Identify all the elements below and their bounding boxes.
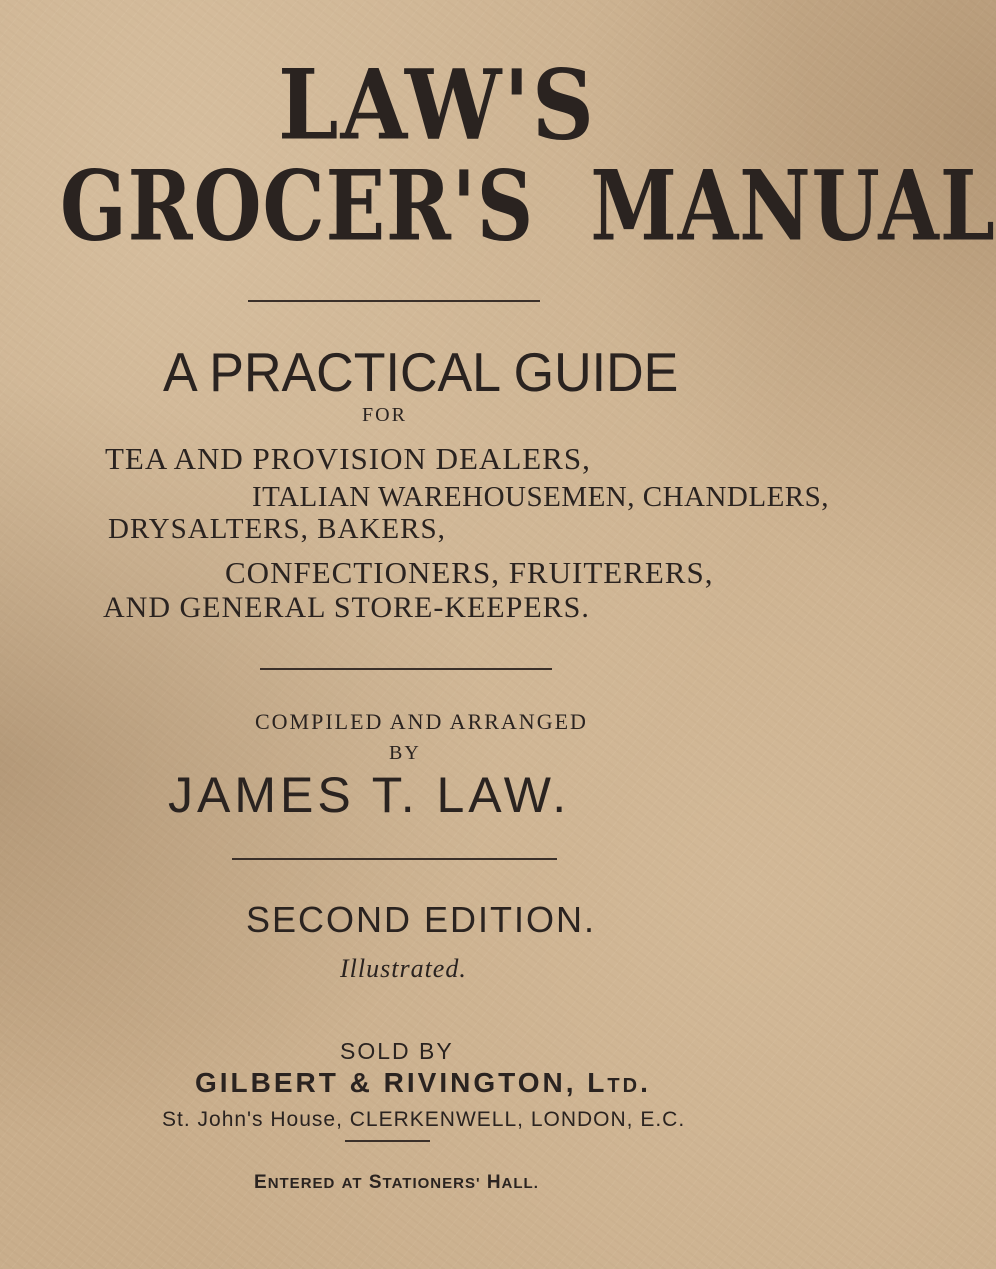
author-name: JAMES T. LAW. — [168, 767, 571, 823]
reg-all: ALL. — [501, 1175, 539, 1192]
for-label: FOR — [362, 404, 407, 426]
title-grocers-manual: GROCER'S MANUAL — [60, 148, 996, 263]
dealer-line-5: AND GENERAL STORE-KEEPERS. — [103, 591, 590, 624]
subtitle-divider — [260, 668, 552, 670]
practical-guide-heading: A PRACTICAL GUIDE — [163, 342, 679, 404]
publisher-name-td: TD — [607, 1075, 641, 1097]
reg-at-t: T — [352, 1175, 363, 1192]
title-laws: LAW'S — [278, 49, 596, 163]
author-divider — [232, 858, 557, 860]
reg-ntered: NTERED — [267, 1175, 336, 1192]
title-divider — [248, 300, 540, 302]
publisher-name-dot: . — [640, 1067, 651, 1098]
by-label: BY — [389, 742, 421, 764]
dealer-line-3: DRYSALTERS, BAKERS, — [108, 513, 446, 545]
publisher-divider — [345, 1140, 430, 1142]
dealer-line-1: TEA AND PROVISION DEALERS, — [105, 441, 591, 476]
reg-at-a: A — [341, 1175, 353, 1192]
edition-label: SECOND EDITION. — [246, 899, 597, 940]
publisher-name — [195, 1069, 651, 1097]
publisher-name-main: GILBERT & RIVINGTON, — [195, 1067, 577, 1098]
reg-e: E — [254, 1172, 268, 1193]
dealer-line-4: CONFECTIONERS, FRUITERERS, — [225, 555, 714, 590]
registration-notice — [254, 1173, 539, 1192]
sold-by-label: SOLD BY — [340, 1038, 454, 1064]
reg-tationers: TATIONERS' — [382, 1175, 481, 1192]
reg-s: S — [368, 1172, 383, 1193]
publisher-name-l: L — [587, 1067, 608, 1098]
dealer-line-2: ITALIAN WAREHOUSEMEN, CHANDLERS, — [252, 481, 830, 513]
reg-h: H — [486, 1172, 502, 1193]
compiled-label: COMPILED AND ARRANGED — [255, 709, 588, 734]
illustrated-label: Illustrated. — [340, 954, 467, 983]
publisher-address: St. John's House, CLERKENWELL, LONDON, E.C. — [162, 1108, 686, 1131]
